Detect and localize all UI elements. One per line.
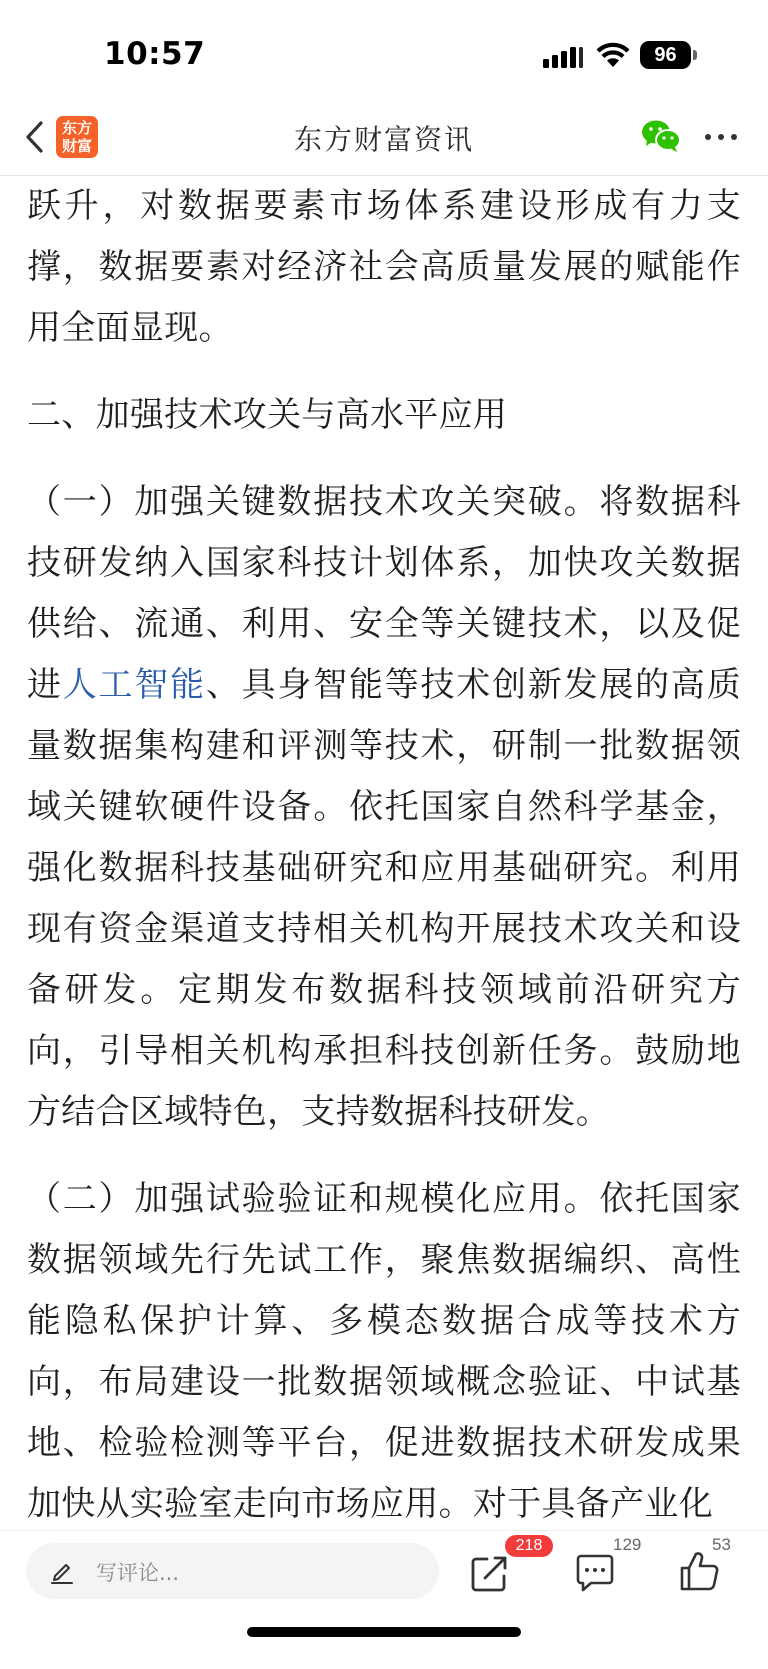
comments-count: 129 <box>613 1535 642 1554</box>
page-title: 东方财富资讯 <box>293 123 474 156</box>
more-options-icon[interactable] <box>703 124 739 148</box>
comment-placeholder: 写评论... <box>96 1561 180 1585</box>
status-time: 10:57 <box>104 36 206 72</box>
section-heading: 二、加强技术攻关与高水平应用 <box>27 395 508 435</box>
article-paragraph: 跃升，对数据要素市场体系建设形成有力支撑，数据要素对经济社会高质量发展的赋能作用全面显现。 <box>27 186 741 348</box>
battery-level: 96 <box>640 41 691 69</box>
article-body <box>27 176 741 1530</box>
comment-input[interactable] <box>26 1543 439 1599</box>
logo-line-1: 东方 <box>61 119 92 137</box>
likes-count: 53 <box>712 1535 731 1554</box>
status-bar <box>0 0 768 100</box>
home-indicator <box>247 1627 521 1637</box>
article-paragraph: （二）加强试验验证和规模化应用。依托国家数据领域先行先试工作，聚焦数据编织、高性能隐私保护计算、多模态数据合成等技术方向，布局建设一批数据领域概念验证、中试基地、检验检测等平台，促进数据技术研发成果加快从实验室走向市场应用。对于具备产业化 <box>27 1179 741 1524</box>
share-count-badge: 218 <box>505 1535 553 1557</box>
logo-line-2: 财富 <box>61 137 92 155</box>
ai-keyword-link[interactable]: 人工智能 <box>62 665 206 705</box>
wechat-share-icon[interactable] <box>640 118 682 154</box>
nav-bar <box>0 100 768 176</box>
paragraph-text: 、具身智能等技术创新发展的高质量数据集构建和评测等技术，研制一批数据领域关键软硬件设备。依托国家自然科学基金，强化数据科技基础研究和应用基础研究。利用现有资金渠道支持相关机构开展技术攻关和设备研发。定期发布数据科技领域前沿研究方向，引导相关机构承担科技创新任务。鼓励地方结合区域特色，支持数据科技研发。 <box>27 665 741 1132</box>
thumbs-up-icon[interactable] <box>678 1549 720 1593</box>
article-paragraph <box>27 472 741 1143</box>
comments-icon[interactable] <box>574 1553 616 1593</box>
bottom-action-bar <box>0 1530 768 1669</box>
cellular-signal-icon <box>543 44 583 68</box>
wifi-icon <box>596 42 630 68</box>
share-icon[interactable] <box>468 1551 512 1595</box>
paragraph-text: （一）加强关键数据技术攻关突破。将数据科技研发纳入国家科技计划体系，加快攻关数据供给、流通、利用、安全等关键技术，以及促进 <box>27 482 741 705</box>
pen-icon <box>48 1557 76 1585</box>
battery-icon <box>640 41 696 69</box>
